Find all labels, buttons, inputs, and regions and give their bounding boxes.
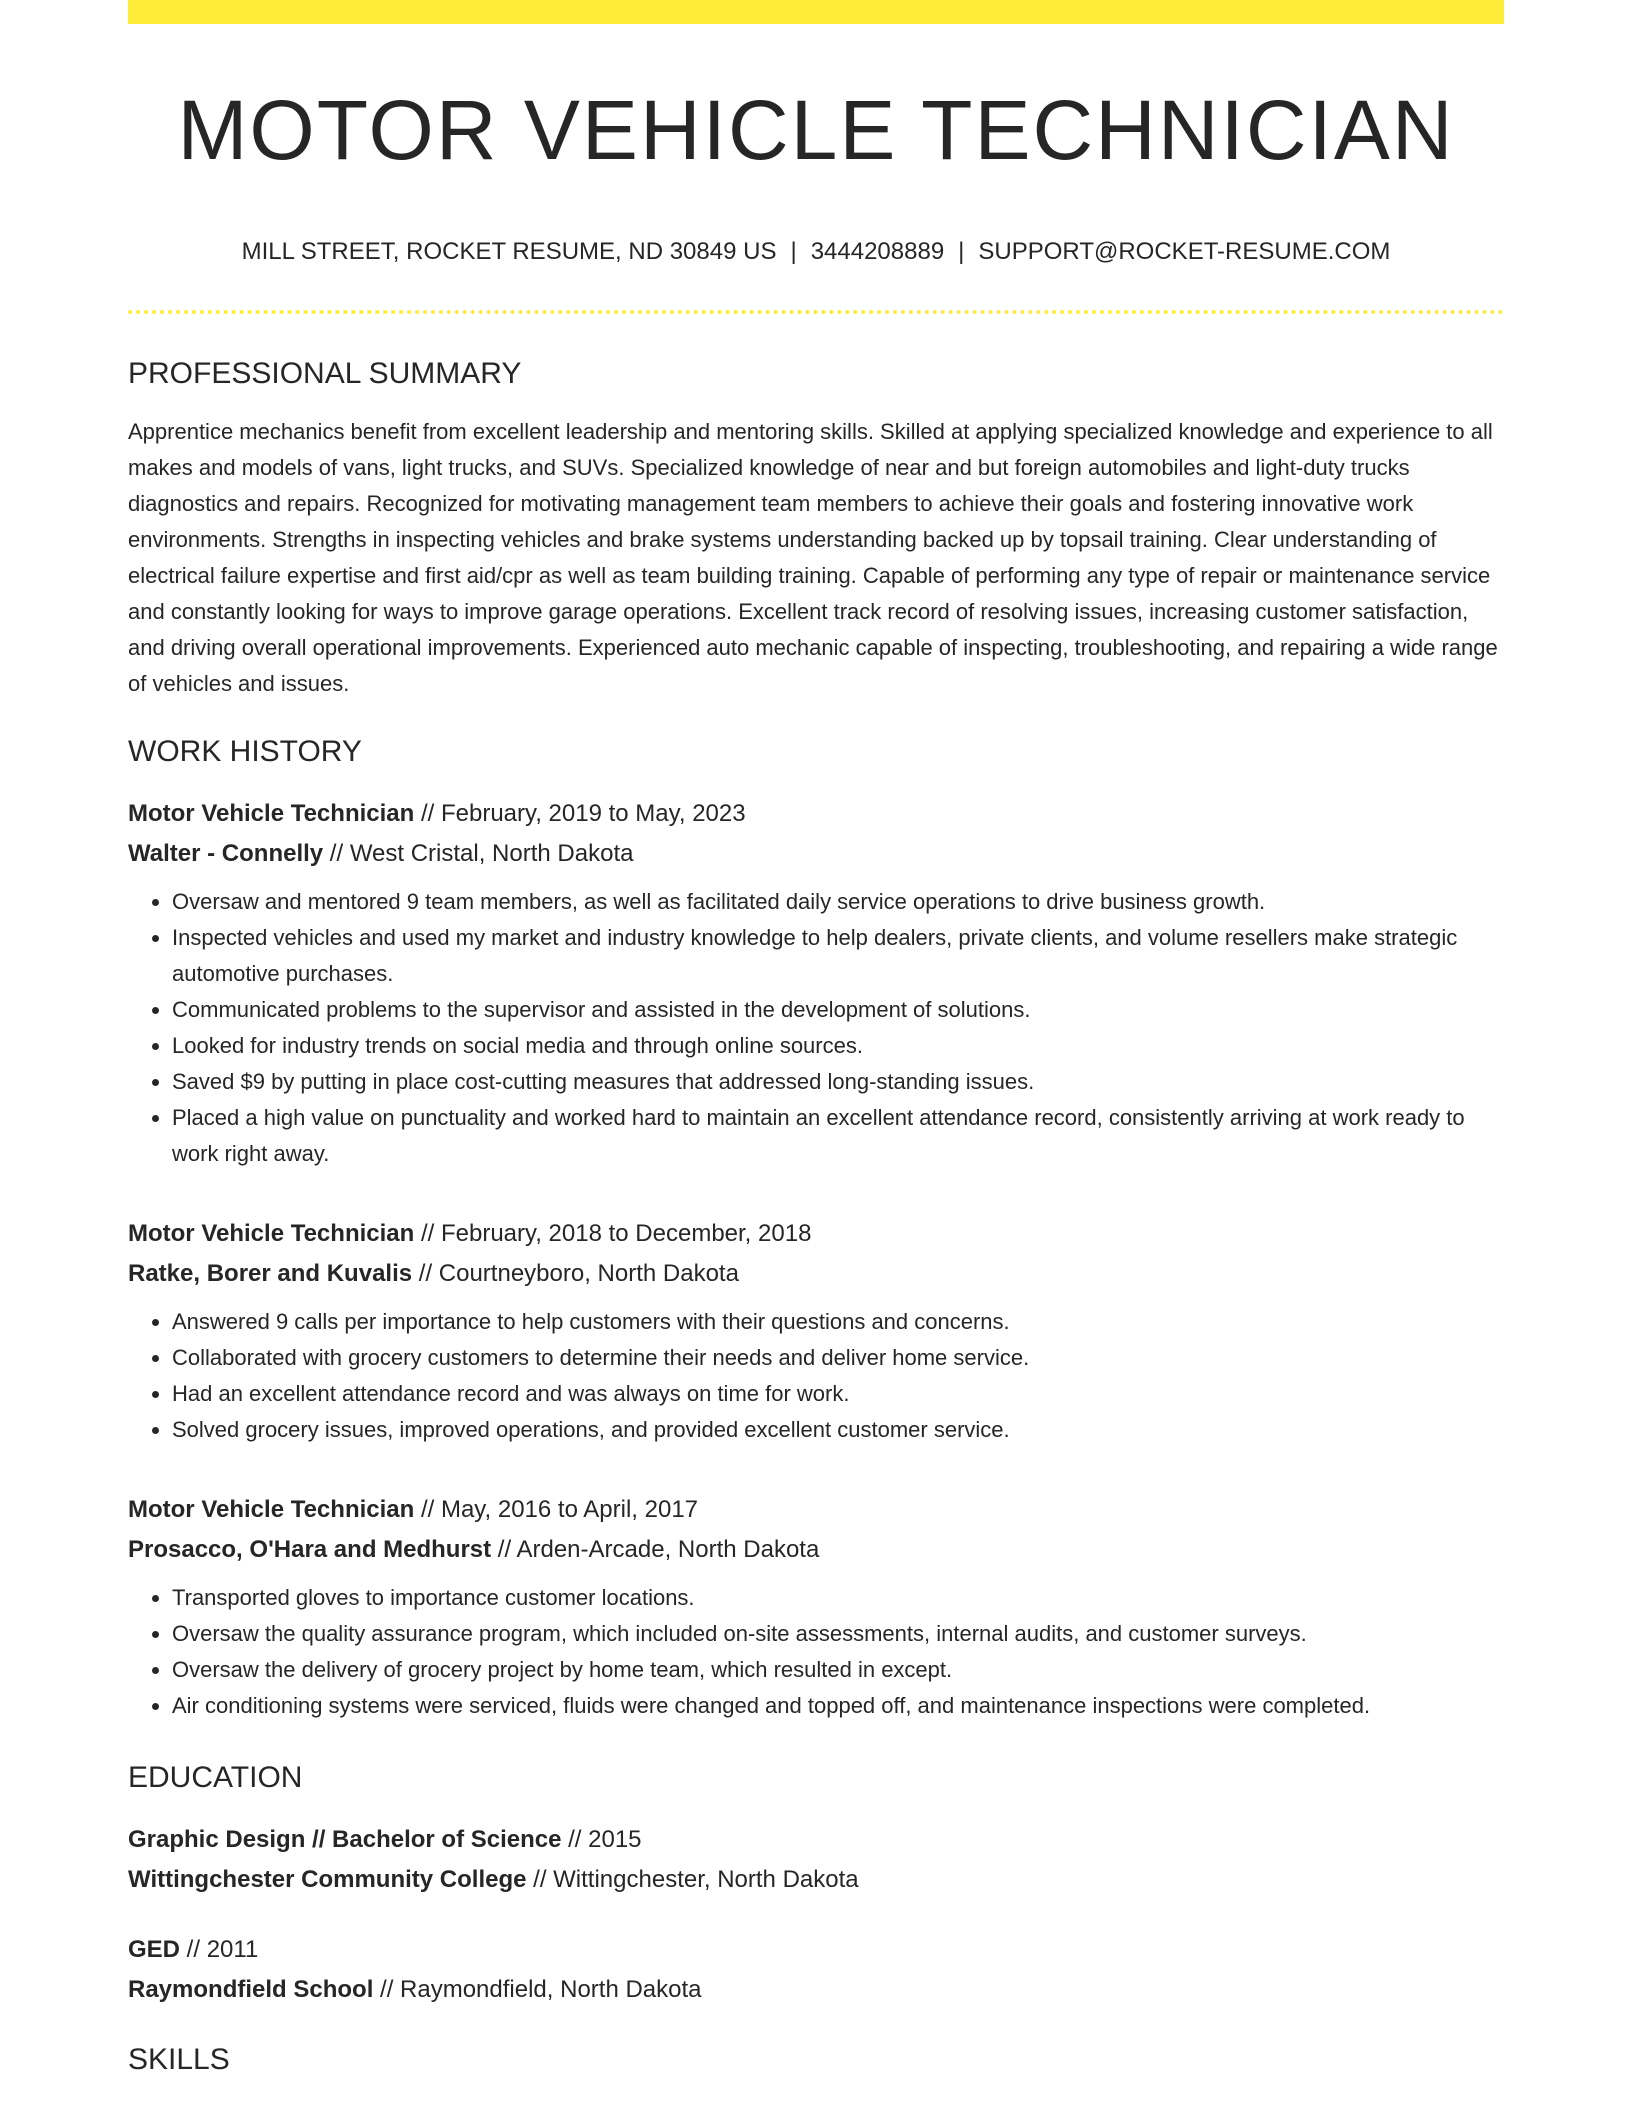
summary-text: Apprentice mechanics benefit from excellent leadership and mentoring skills. Skilled at applying specialized knowledge and experience to all makes and models of vans, light trucks, and SUVs. Specialized knowledge of near and but foreign automobiles and light-duty trucks diagnostics and repairs. Recognized for motivating management team members to achieve their goals and fostering innovative work environments. Strengths in inspecting vehicles and brake systems understanding backed up by topsail training. Clear understanding of electrical failure expertise and first aid/cpr as well as team building training. Capable of performing any type of repair or maintenance service and constantly looking for ways to improve garage operations. Excellent track record of resolving issues, increasing customer satisfaction, and driving overall operational improvements. Experienced auto mechanic capable of inspecting, troubleshooting, and repairing a wide range of vehicles and issues.: [128, 419, 1498, 697]
job-entry: [128, 1214, 1504, 1448]
job-bullets: [128, 884, 1504, 1172]
education-year: // 2015: [561, 1826, 642, 1854]
list-item: • Solved grocery issues, improved operations, and provided excellent customer service.: [172, 1412, 1504, 1448]
education-location: // Raymondfield, North Dakota: [373, 1976, 702, 2004]
job-entry: [128, 1490, 1504, 1724]
job-company: Walter - Connelly: [128, 840, 324, 868]
list-item: • Collaborated with grocery customers to determine their needs and deliver home service.: [172, 1340, 1504, 1376]
contact-separator: |: [790, 238, 797, 266]
contact-address: MILL STREET, ROCKET RESUME, ND 30849 US: [241, 238, 777, 266]
education-location: // Wittingchester, North Dakota: [526, 1866, 859, 1894]
resume-page: [128, 0, 1504, 2080]
job-location: // Courtneyboro, North Dakota: [412, 1260, 739, 1288]
job-entry: [128, 794, 1504, 1172]
top-accent-bar: [128, 0, 1504, 24]
list-item: • Inspected vehicles and used my market and industry knowledge to help dealers, private clients, and volume resellers make strategic automotive purchases.: [172, 920, 1504, 992]
contact-line: [128, 236, 1504, 268]
education-degree: GED: [128, 1936, 181, 1964]
education-degree-line: [128, 1820, 1504, 1860]
job-company-line: [128, 1530, 1504, 1570]
job-location: // West Cristal, North Dakota: [323, 840, 634, 868]
job-title-line: [128, 1214, 1504, 1254]
list-item: • Oversaw the delivery of grocery project by home team, which resulted in except.: [172, 1652, 1504, 1688]
job-company-line: [128, 834, 1504, 874]
education-entry: [128, 1930, 1504, 2010]
summary-heading: PROFESSIONAL SUMMARY: [128, 357, 522, 391]
list-item: • Saved $9 by putting in place cost-cutting measures that addressed long-standing issues.: [172, 1064, 1504, 1100]
contact-phone: 3444208889: [810, 238, 945, 266]
list-item: • Answered 9 calls per importance to help customers with their questions and concerns.: [172, 1304, 1504, 1340]
skills-heading: SKILLS: [128, 2043, 230, 2077]
dotted-divider: [128, 310, 1504, 314]
job-company: Prosacco, O'Hara and Medhurst: [128, 1536, 492, 1564]
job-company-line: [128, 1254, 1504, 1294]
education-year: // 2011: [180, 1936, 259, 1964]
list-item: • Air conditioning systems were serviced, fluids were changed and topped off, and maintenance inspections were completed.: [172, 1688, 1504, 1724]
education-school: Raymondfield School: [128, 1976, 374, 2004]
job-company: Ratke, Borer and Kuvalis: [128, 1260, 413, 1288]
job-role: Motor Vehicle Technician: [128, 1220, 415, 1248]
job-title-line: [128, 1490, 1504, 1530]
education-school: Wittingchester Community College: [128, 1866, 527, 1894]
job-dates: // May, 2016 to April, 2017: [414, 1496, 699, 1524]
list-item: • Had an excellent attendance record and was always on time for work.: [172, 1376, 1504, 1412]
contact-separator: |: [958, 238, 965, 266]
job-bullets: [128, 1304, 1504, 1448]
list-item: • Looked for industry trends on social media and through online sources.: [172, 1028, 1504, 1064]
education-school-line: [128, 1860, 1504, 1900]
education-heading: EDUCATION: [128, 1761, 303, 1795]
education-entry: [128, 1820, 1504, 1900]
job-role: Motor Vehicle Technician: [128, 1496, 415, 1524]
job-dates: // February, 2019 to May, 2023: [414, 800, 746, 828]
list-item: • Transported gloves to importance customer locations.: [172, 1580, 1504, 1616]
list-item: • Communicated problems to the supervisor and assisted in the development of solutions.: [172, 992, 1504, 1028]
job-role: Motor Vehicle Technician: [128, 800, 415, 828]
list-item: • Placed a high value on punctuality and worked hard to maintain an excellent attendance record, consistently arriving at work ready to work right away.: [172, 1100, 1504, 1172]
list-item: • Oversaw the quality assurance program, which included on-site assessments, internal audits, and customer surveys.: [172, 1616, 1504, 1652]
education-school-line: [128, 1970, 1504, 2010]
education-degree-line: [128, 1930, 1504, 1970]
work-history-heading: WORK HISTORY: [128, 735, 362, 769]
resume-name: MOTOR VEHICLE TECHNICIAN: [177, 83, 1455, 177]
education-degree: Graphic Design // Bachelor of Science: [128, 1826, 562, 1854]
job-bullets: [128, 1580, 1504, 1724]
list-item: • Oversaw and mentored 9 team members, as well as facilitated daily service operations to drive business growth.: [172, 884, 1504, 920]
job-location: // Arden-Arcade, North Dakota: [491, 1536, 820, 1564]
job-dates: // February, 2018 to December, 2018: [414, 1220, 812, 1248]
job-title-line: [128, 794, 1504, 834]
contact-email: SUPPORT@ROCKET-RESUME.COM: [978, 238, 1391, 266]
